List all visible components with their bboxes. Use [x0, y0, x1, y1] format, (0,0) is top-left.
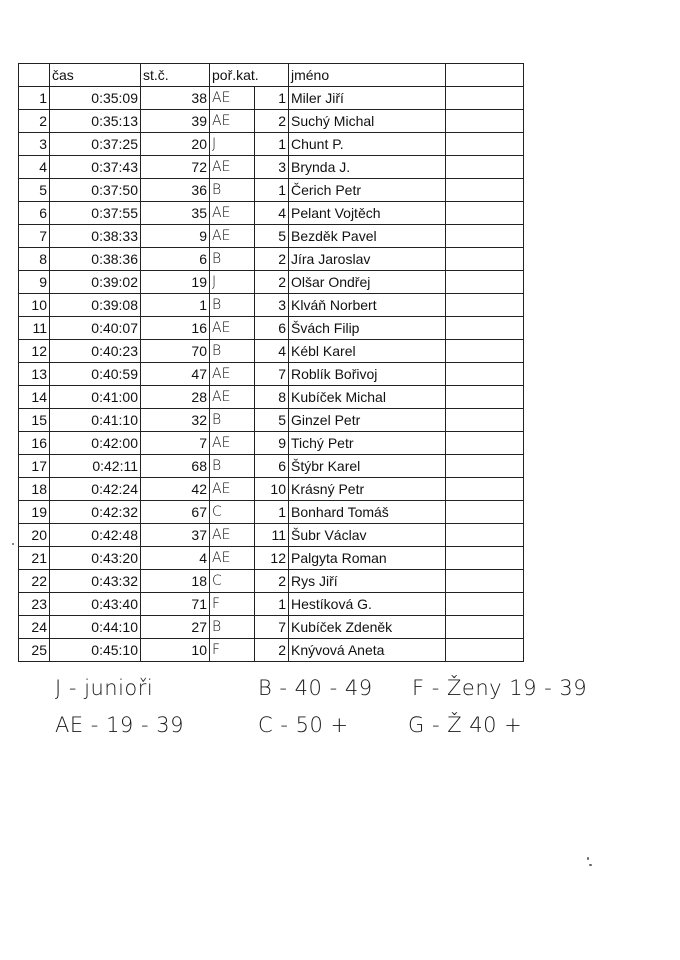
cell-rank: 13 [19, 363, 50, 386]
cell-time: 0:43:32 [50, 570, 141, 593]
cell-name: Chunt P. [289, 133, 446, 156]
cell-extra [446, 386, 524, 409]
cell-bib: 28 [141, 386, 210, 409]
cell-category-position: 4 [255, 202, 289, 225]
cell-bib: 47 [141, 363, 210, 386]
table-row [19, 225, 524, 248]
cell-bib: 7 [141, 432, 210, 455]
cell-category-position: 1 [255, 87, 289, 110]
cell-category: B [210, 179, 255, 202]
cell-category-position: 10 [255, 478, 289, 501]
cell-time: 0:37:50 [50, 179, 141, 202]
cell-extra [446, 524, 524, 547]
cell-extra [446, 432, 524, 455]
cell-category-position: 1 [255, 133, 289, 156]
cell-rank: 25 [19, 639, 50, 662]
cell-time: 0:37:25 [50, 133, 141, 156]
cell-category: AE [210, 524, 255, 547]
cell-time: 0:40:07 [50, 317, 141, 340]
cell-bib: 10 [141, 639, 210, 662]
cell-category-position: 5 [255, 225, 289, 248]
header-time: čas [50, 64, 141, 87]
cell-category: B [210, 409, 255, 432]
cell-time: 0:38:33 [50, 225, 141, 248]
table-header-row [19, 64, 524, 87]
cell-time: 0:42:48 [50, 524, 141, 547]
cell-extra [446, 593, 524, 616]
cell-category-position: 5 [255, 409, 289, 432]
cell-time: 0:42:32 [50, 501, 141, 524]
cell-bib: 18 [141, 570, 210, 593]
cell-category-position: 1 [255, 593, 289, 616]
cell-rank: 5 [19, 179, 50, 202]
cell-time: 0:40:23 [50, 340, 141, 363]
cell-name: Roblík Bořivoj [289, 363, 446, 386]
cell-category: C [210, 501, 255, 524]
cell-name: Ginzel Petr [289, 409, 446, 432]
cell-category-position: 2 [255, 639, 289, 662]
header-bib: st.č. [141, 64, 210, 87]
cell-rank: 9 [19, 271, 50, 294]
cell-category-position: 7 [255, 616, 289, 639]
table-row [19, 271, 524, 294]
cell-name: Hestíková G. [289, 593, 446, 616]
cell-name: Knývová Aneta [289, 639, 446, 662]
cell-category-position: 6 [255, 455, 289, 478]
cell-rank: 1 [19, 87, 50, 110]
table-row [19, 294, 524, 317]
cell-category: AE [210, 386, 255, 409]
cell-rank: 24 [19, 616, 50, 639]
scan-speck [12, 543, 14, 545]
cell-name: Krásný Petr [289, 478, 446, 501]
cell-extra [446, 133, 524, 156]
cell-category: B [210, 340, 255, 363]
cell-name: Šubr Václav [289, 524, 446, 547]
cell-name: Kubíček Michal [289, 386, 446, 409]
cell-category-position: 7 [255, 363, 289, 386]
legend-g-category: G - Ž 40 + [408, 713, 523, 737]
cell-category: B [210, 248, 255, 271]
table-row [19, 409, 524, 432]
cell-category-position: 12 [255, 547, 289, 570]
table-row [19, 87, 524, 110]
cell-bib: 37 [141, 524, 210, 547]
cell-time: 0:39:08 [50, 294, 141, 317]
cell-extra [446, 363, 524, 386]
cell-bib: 20 [141, 133, 210, 156]
results-table [18, 63, 524, 662]
cell-time: 0:38:36 [50, 248, 141, 271]
cell-bib: 32 [141, 409, 210, 432]
cell-category-position: 1 [255, 179, 289, 202]
cell-name: Klváň Norbert [289, 294, 446, 317]
table-row [19, 179, 524, 202]
cell-category: J [210, 133, 255, 156]
cell-time: 0:35:13 [50, 110, 141, 133]
cell-category: J [210, 271, 255, 294]
cell-category: AE [210, 432, 255, 455]
cell-name: Brynda J. [289, 156, 446, 179]
cell-bib: 4 [141, 547, 210, 570]
cell-category: F [210, 593, 255, 616]
cell-time: 0:42:11 [50, 455, 141, 478]
cell-category: AE [210, 363, 255, 386]
cell-rank: 12 [19, 340, 50, 363]
cell-name: Kébl Karel [289, 340, 446, 363]
cell-category-position: 3 [255, 156, 289, 179]
table-row [19, 432, 524, 455]
cell-extra [446, 225, 524, 248]
cell-category: AE [210, 225, 255, 248]
cell-bib: 1 [141, 294, 210, 317]
cell-name: Palgyta Roman [289, 547, 446, 570]
table-row [19, 570, 524, 593]
cell-category-position: 2 [255, 248, 289, 271]
table-row [19, 547, 524, 570]
cell-extra [446, 271, 524, 294]
cell-name: Kubíček Zdeněk [289, 616, 446, 639]
scan-speck [587, 857, 589, 860]
cell-extra [446, 179, 524, 202]
legend-f-category: F - Ženy 19 - 39 [412, 676, 588, 700]
cell-bib: 19 [141, 271, 210, 294]
cell-bib: 16 [141, 317, 210, 340]
cell-category-position: 3 [255, 294, 289, 317]
cell-name: Tichý Petr [289, 432, 446, 455]
cell-name: Švách Filip [289, 317, 446, 340]
cell-bib: 70 [141, 340, 210, 363]
cell-extra [446, 478, 524, 501]
header-category: poř.kat. [210, 64, 289, 87]
cell-category: AE [210, 202, 255, 225]
table-row [19, 317, 524, 340]
cell-rank: 6 [19, 202, 50, 225]
cell-rank: 4 [19, 156, 50, 179]
cell-category-position: 2 [255, 271, 289, 294]
cell-rank: 16 [19, 432, 50, 455]
cell-rank: 8 [19, 248, 50, 271]
table-row [19, 110, 524, 133]
table-row [19, 524, 524, 547]
cell-time: 0:41:10 [50, 409, 141, 432]
cell-bib: 72 [141, 156, 210, 179]
header-rank [19, 64, 50, 87]
cell-extra [446, 202, 524, 225]
cell-category: AE [210, 87, 255, 110]
table-row [19, 501, 524, 524]
table-row [19, 340, 524, 363]
table-row [19, 386, 524, 409]
table-row [19, 156, 524, 179]
cell-extra [446, 156, 524, 179]
cell-time: 0:37:55 [50, 202, 141, 225]
cell-bib: 6 [141, 248, 210, 271]
cell-bib: 27 [141, 616, 210, 639]
cell-extra [446, 455, 524, 478]
header-extra [446, 64, 524, 87]
cell-bib: 35 [141, 202, 210, 225]
cell-rank: 14 [19, 386, 50, 409]
table-row [19, 593, 524, 616]
table-row [19, 478, 524, 501]
cell-rank: 17 [19, 455, 50, 478]
cell-extra [446, 616, 524, 639]
table-row [19, 616, 524, 639]
cell-name: Bonhard Tomáš [289, 501, 446, 524]
cell-name: Olšar Ondřej [289, 271, 446, 294]
cell-time: 0:39:02 [50, 271, 141, 294]
cell-time: 0:43:40 [50, 593, 141, 616]
cell-bib: 39 [141, 110, 210, 133]
cell-extra [446, 409, 524, 432]
cell-bib: 9 [141, 225, 210, 248]
cell-rank: 11 [19, 317, 50, 340]
cell-extra [446, 317, 524, 340]
results-table-body [19, 64, 524, 662]
cell-time: 0:45:10 [50, 639, 141, 662]
cell-rank: 23 [19, 593, 50, 616]
cell-extra [446, 248, 524, 271]
cell-rank: 2 [19, 110, 50, 133]
cell-bib: 36 [141, 179, 210, 202]
cell-extra [446, 639, 524, 662]
legend-juniors: J - junioři [55, 676, 154, 700]
cell-time: 0:40:59 [50, 363, 141, 386]
cell-category-position: 9 [255, 432, 289, 455]
cell-time: 0:41:00 [50, 386, 141, 409]
cell-rank: 21 [19, 547, 50, 570]
cell-time: 0:42:24 [50, 478, 141, 501]
cell-category: B [210, 294, 255, 317]
cell-extra [446, 547, 524, 570]
cell-category: C [210, 570, 255, 593]
cell-category: AE [210, 156, 255, 179]
cell-category: B [210, 455, 255, 478]
cell-category-position: 8 [255, 386, 289, 409]
table-row [19, 133, 524, 156]
cell-name: Čerich Petr [289, 179, 446, 202]
cell-time: 0:42:00 [50, 432, 141, 455]
cell-category-position: 1 [255, 501, 289, 524]
cell-extra [446, 87, 524, 110]
cell-category-position: 4 [255, 340, 289, 363]
cell-category-position: 2 [255, 570, 289, 593]
cell-name: Jíra Jaroslav [289, 248, 446, 271]
cell-category: AE [210, 110, 255, 133]
cell-extra [446, 110, 524, 133]
cell-rank: 7 [19, 225, 50, 248]
cell-bib: 68 [141, 455, 210, 478]
cell-category: AE [210, 547, 255, 570]
scan-speck [589, 864, 592, 866]
cell-category-position: 2 [255, 110, 289, 133]
cell-rank: 20 [19, 524, 50, 547]
table-row [19, 248, 524, 271]
cell-rank: 19 [19, 501, 50, 524]
legend-c-category: C - 50 + [258, 713, 349, 737]
header-name: jméno [289, 64, 446, 87]
cell-extra [446, 340, 524, 363]
cell-time: 0:37:43 [50, 156, 141, 179]
cell-name: Bezděk Pavel [289, 225, 446, 248]
cell-name: Rys Jiří [289, 570, 446, 593]
cell-time: 0:35:09 [50, 87, 141, 110]
cell-category: AE [210, 317, 255, 340]
cell-bib: 71 [141, 593, 210, 616]
cell-rank: 10 [19, 294, 50, 317]
legend-ae-category: AE - 19 - 39 [55, 713, 184, 737]
cell-category-position: 11 [255, 524, 289, 547]
cell-bib: 38 [141, 87, 210, 110]
table-row [19, 363, 524, 386]
cell-name: Miler Jiří [289, 87, 446, 110]
table-row [19, 639, 524, 662]
cell-time: 0:43:20 [50, 547, 141, 570]
cell-rank: 15 [19, 409, 50, 432]
cell-extra [446, 570, 524, 593]
cell-name: Suchý Michal [289, 110, 446, 133]
cell-bib: 42 [141, 478, 210, 501]
table-row [19, 202, 524, 225]
cell-rank: 22 [19, 570, 50, 593]
cell-time: 0:44:10 [50, 616, 141, 639]
cell-category: B [210, 616, 255, 639]
table-row [19, 455, 524, 478]
cell-bib: 67 [141, 501, 210, 524]
legend-b-category: B - 40 - 49 [258, 676, 373, 700]
cell-extra [446, 501, 524, 524]
cell-name: Pelant Vojtěch [289, 202, 446, 225]
cell-category-position: 6 [255, 317, 289, 340]
cell-name: Štýbr Karel [289, 455, 446, 478]
cell-category: AE [210, 478, 255, 501]
cell-category: F [210, 639, 255, 662]
cell-rank: 3 [19, 133, 50, 156]
cell-rank: 18 [19, 478, 50, 501]
cell-extra [446, 294, 524, 317]
